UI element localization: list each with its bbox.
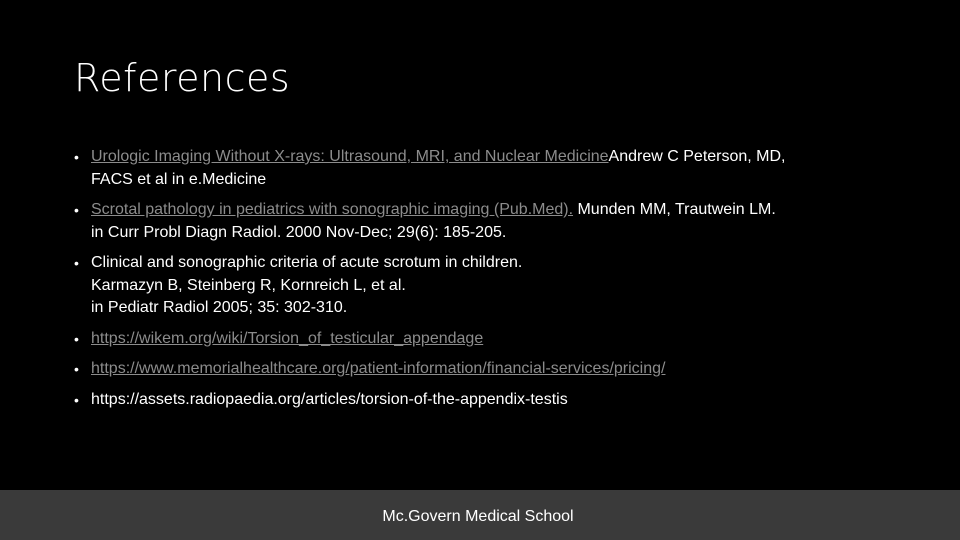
reference-item [74,252,894,320]
footer-text: Mc.Govern Medical School [382,507,574,525]
reference-item [74,389,894,412]
bullet-icon: • [74,330,79,347]
bullet-icon: • [74,391,79,408]
reference-text: https://assets.radiopaedia.org/articles/torsion-of-the-appendix-testis [91,390,568,408]
reference-link[interactable]: Scrotal pathology in pediatrics with sonographic imaging (Pub.Med). [91,201,574,218]
reference-line [91,328,894,351]
reference-text: Andrew C Peterson, MD, [608,148,786,165]
footer-bar [0,490,960,540]
bullet-icon: • [74,361,79,377]
reference-item [74,199,894,244]
reference-line [91,358,894,381]
reference-text: FACS et al in e.Medicine [91,170,267,188]
reference-item [74,146,894,191]
reference-item [74,358,894,381]
reference-line [91,146,894,169]
reference-text: Munden MM, Trautwein LM. [573,201,776,218]
reference-text: in Pediatr Radiol 2005; 35: 302-310. [91,299,348,316]
bullet-icon: • [74,202,79,218]
bullet-icon: • [74,255,79,271]
references-list [74,146,894,419]
reference-link[interactable]: https://www.memorialhealthcare.org/patient-information/financial-services/pricing/ [91,360,666,377]
slide-title: References [74,56,291,100]
bullet-icon: • [74,149,79,165]
reference-link[interactable]: Urologic Imaging Without X-rays: Ultrasound, MRI, and Nuclear Medicine [91,148,609,165]
reference-item [74,328,894,351]
reference-text: Clinical and sonographic criteria of acute scrotum in children. [91,254,523,271]
reference-text: in Curr Probl Diagn Radiol. 2000 Nov-Dec; 29(6): 185-205. [91,223,507,241]
reference-link[interactable]: https://wikem.org/wiki/Torsion_of_testicular_appendage [91,329,484,347]
reference-text: Karmazyn B, Steinberg R, Kornreich L, et al. [91,276,406,294]
reference-line [91,199,894,222]
